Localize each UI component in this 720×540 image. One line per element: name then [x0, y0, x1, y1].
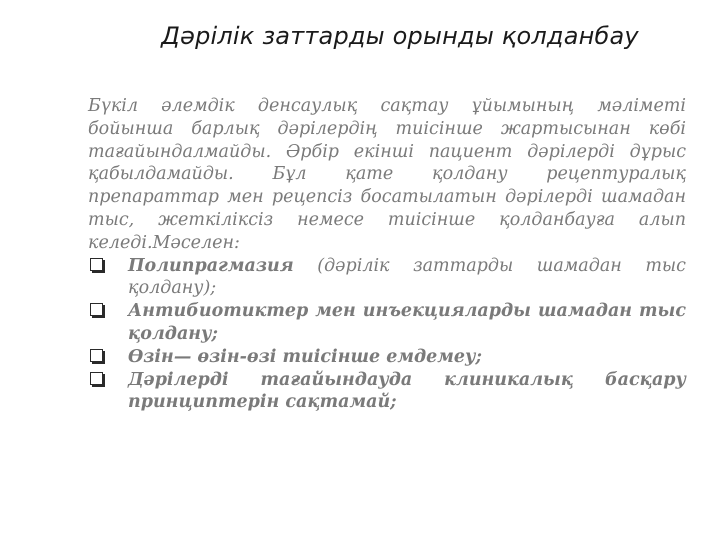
- checkbox-square-icon: [90, 349, 103, 362]
- bullet-list: [88, 255, 686, 415]
- checkbox-square-icon: [90, 372, 103, 385]
- checkbox-square-icon: [90, 258, 103, 271]
- slide-title: Дәрілік заттарды орынды қолданбау: [161, 22, 639, 50]
- bullet-bold-text: Антибиотиктер мен инъекцияларды шамадан тыс қолдану;: [128, 301, 686, 344]
- bullet-item-polypharmacy: [88, 255, 686, 301]
- bullet-item-clinical-principles: [88, 369, 686, 415]
- bullet-item-antibiotics: [88, 300, 686, 346]
- bullet-bold-text: Өзін— өзін-өзі тиісінше емдемеу;: [128, 346, 482, 367]
- bullet-item-self-treatment: [88, 346, 686, 369]
- bullet-text: (дәрілік заттарды шамадан тыс қолдану);: [128, 255, 686, 299]
- bullet-bold-text: Полипрагмазия: [128, 255, 294, 276]
- intro-paragraph: Бүкіл әлемдік денсаулық сақтау ұйымының мәліметі бойынша барлық дәрілердің тиісінше жартысынан көбі тағайындалмайды. Әрбір екінші пациент дәрілерді дұрыс қабылдамайды. Бұл қате қолдану рецептуралық препараттар мен рецепсіз босатылатын дәрілерді шамадан тыс, жеткіліксіз немесе тиісінше қолданбауға алып келеді.Мәселен:: [88, 96, 686, 253]
- checkbox-square-icon: [90, 303, 103, 316]
- bullet-bold-text: Дәрілерді тағайындауда клиникалық басқару принциптерін сақтамай;: [128, 369, 686, 413]
- slide-body: [88, 95, 686, 414]
